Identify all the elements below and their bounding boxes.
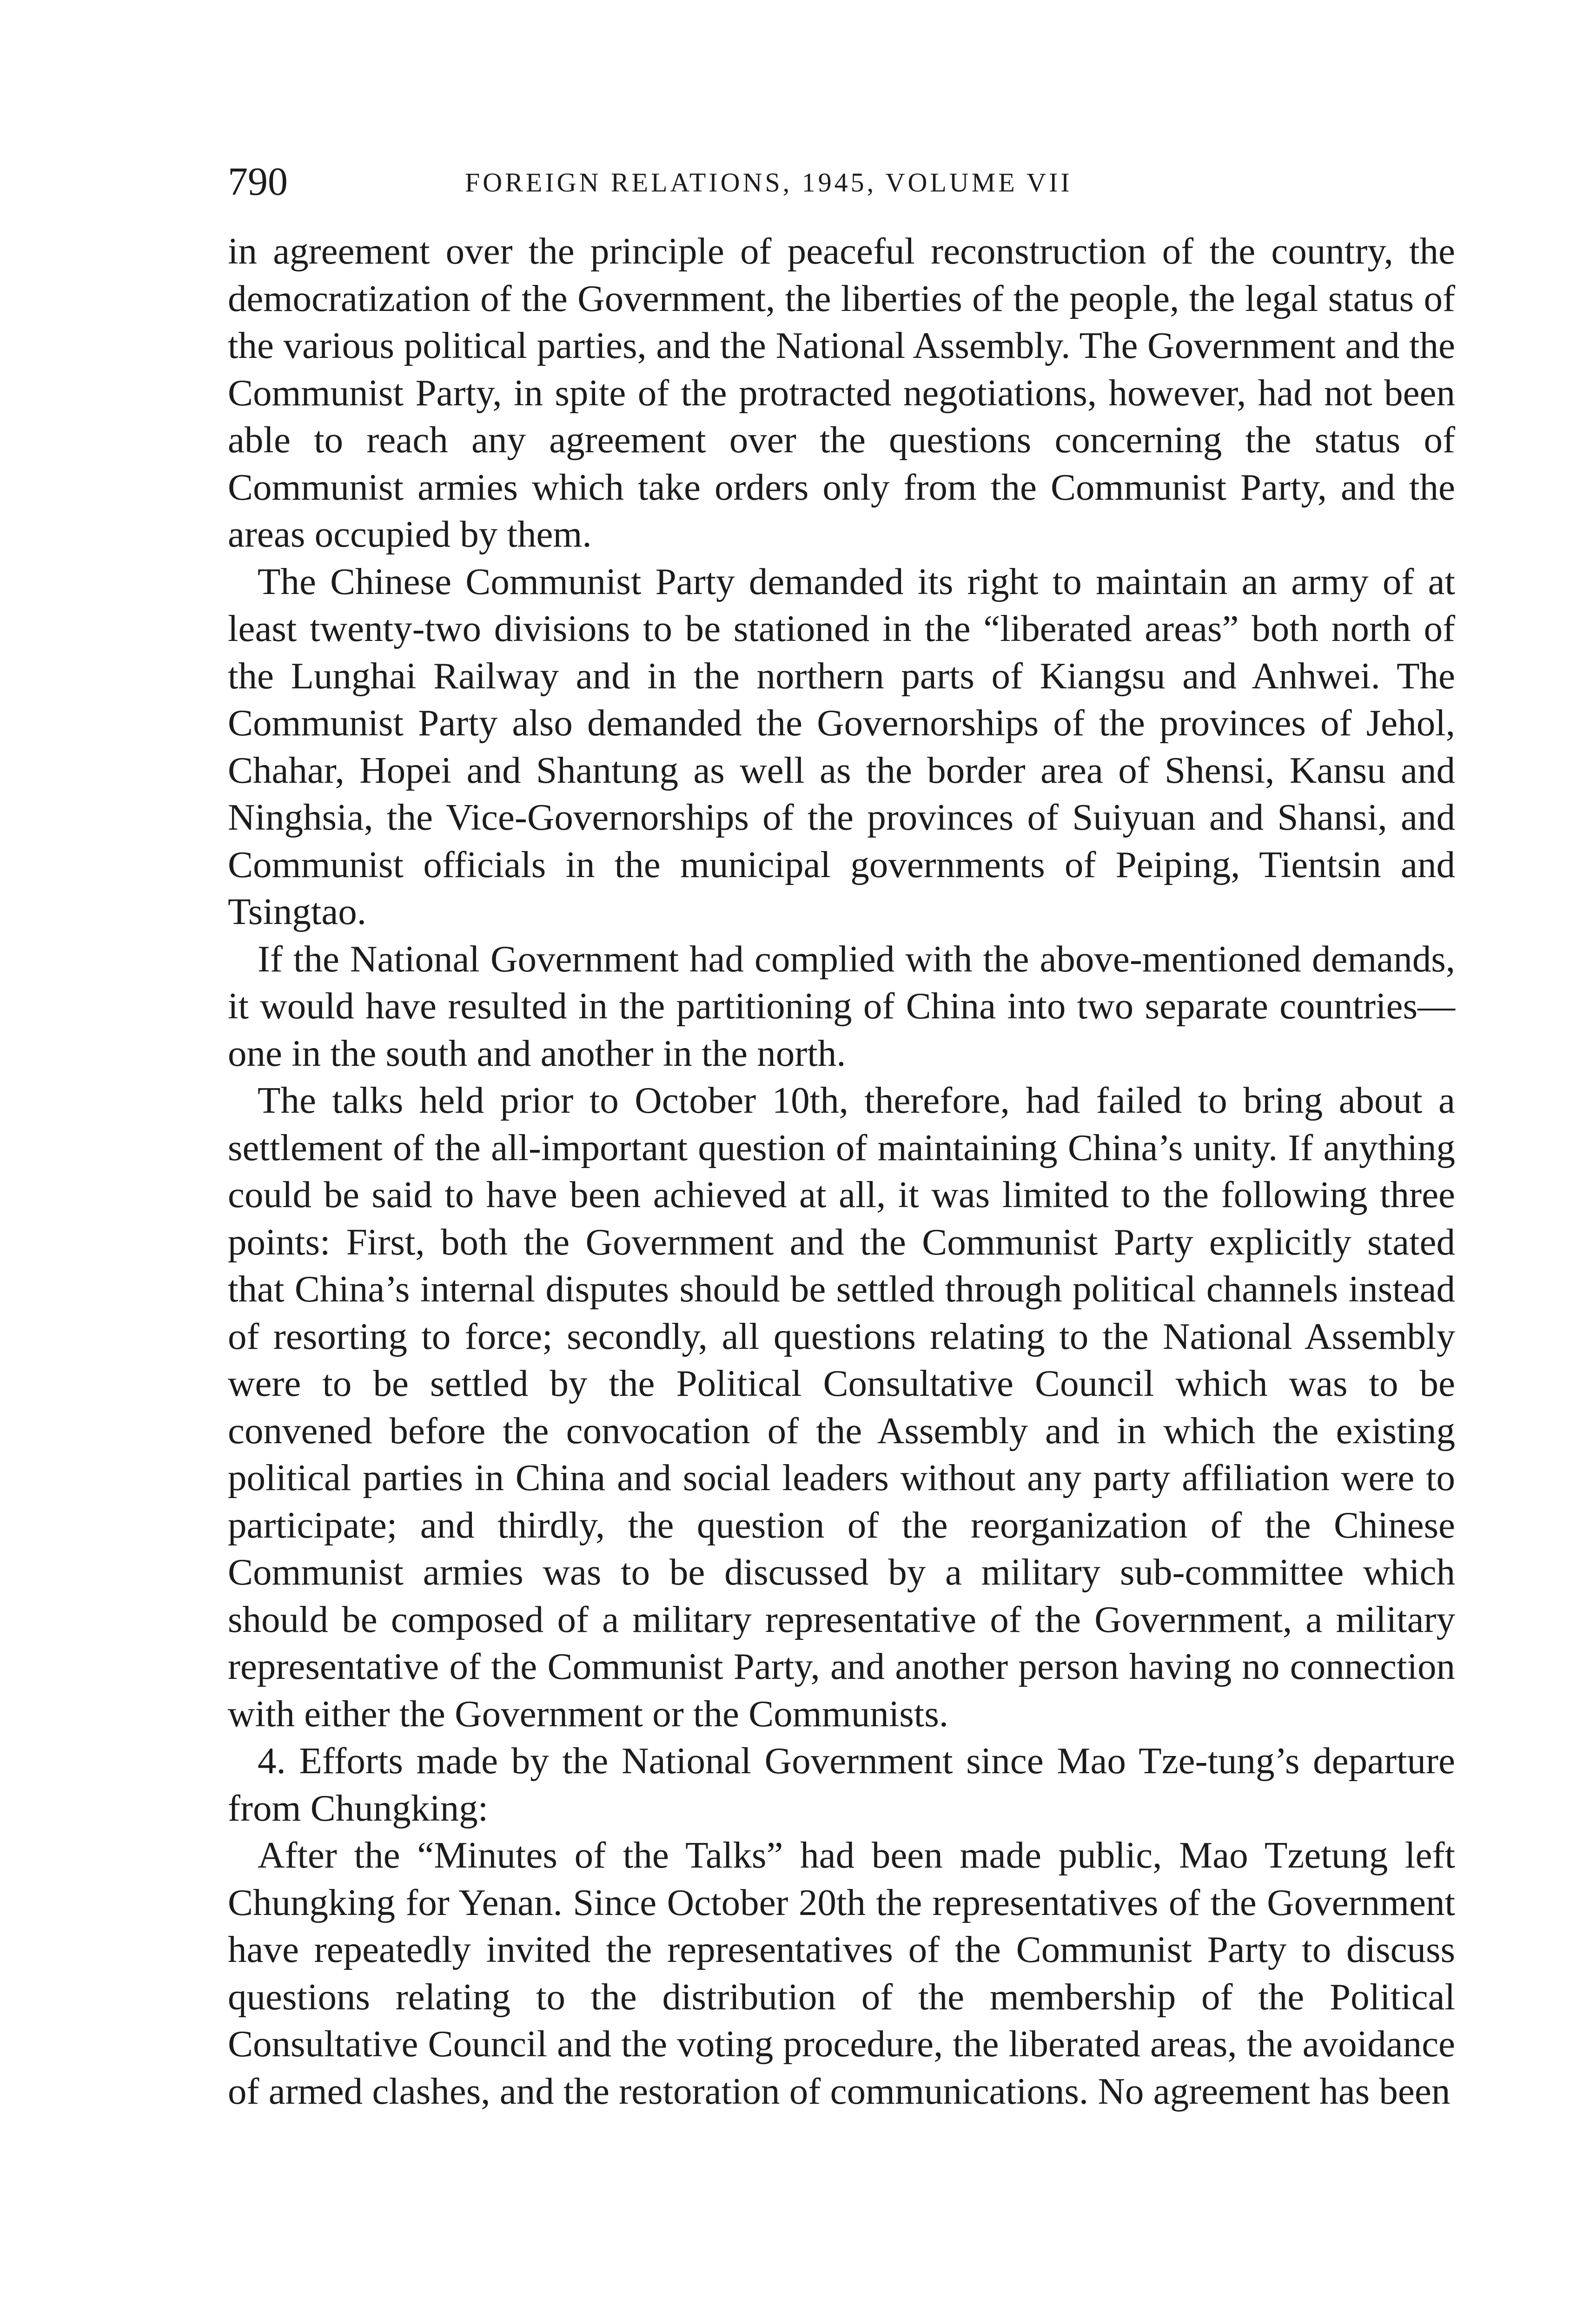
running-header xyxy=(228,158,1455,209)
section-heading-efforts: 4. Efforts made by the National Government since Mao Tze-tung’s departure from Chungking: xyxy=(228,1740,1455,1829)
document-page xyxy=(228,158,1455,2115)
paragraph-talks-results: The talks held prior to October 10th, therefore, had failed to bring about a settlement of the all-important question of maintaining China’s unity. If anything could be said to have been achieved at all, it was limited to the following three points: First, both the Government and the Communist Party explicitly stated that China’s internal disputes should be settled through political channels instead of resorting to force; secondly, all questions relating to the National Assembly were to be settled by the Political Consultative Council which was to be convened before the convocation of the Assembly and in which the existing political parties in China and social leaders without any party affiliation were to participate; and thirdly, the question of the reorganization of the Chinese Communist armies was to be discussed by a military sub-committee which should be composed of a military representative of the Government, a military representative of the Communist Party, and another person having no connection with either the Government or the Communists. xyxy=(228,1079,1455,1735)
paragraph-after-minutes: After the “Minutes of the Talks” had been made public, Mao Tzetung left Chungking for Yenan. Since October 20th the representatives of the Government have repeatedly invited the representatives of the Communist Party to discuss questions relating to the distribution of the membership of the Political Consultative Council and the voting procedure, the liberated areas, the avoidance of armed clashes, and the restoration of communications. No agreement has been xyxy=(228,1834,1455,2112)
page-number: 790 xyxy=(228,159,288,204)
body-text xyxy=(228,228,1455,2115)
running-title: FOREIGN RELATIONS, 1945, VOLUME VII xyxy=(465,167,1073,198)
paragraph-partition: If the National Government had complied with the above-mentioned demands, it would have resulted in the partitioning of China into two separate countries—one in the south and another in the north. xyxy=(228,938,1455,1074)
paragraph-continued: in agreement over the principle of peaceful reconstruction of the country, the democratization of the Government, the liberties of the people, the legal status of the various political parties, and the National Assembly. The Government and the Communist Party, in spite of the protracted negotiations, however, had not been able to reach any agreement over the questions concerning the status of Communist armies which take orders only from the Communist Party, and the areas occupied by them. xyxy=(228,230,1455,555)
paragraph-communist-demands: The Chinese Communist Party demanded its right to maintain an army of at least twenty-two divisions to be stationed in the “liberated areas” both north of the Lunghai Railway and in the northern parts of Kiangsu and Anhwei. The Communist Party also demanded the Governorships of the provinces of Jehol, Chahar, Hopei and Shantung as well as the border area of Shensi, Kansu and Ninghsia, the Vice-Governorships of the provinces of Suiyuan and Shansi, and Communist officials in the municipal governments of Peiping, Tientsin and Tsingtao. xyxy=(228,560,1455,932)
